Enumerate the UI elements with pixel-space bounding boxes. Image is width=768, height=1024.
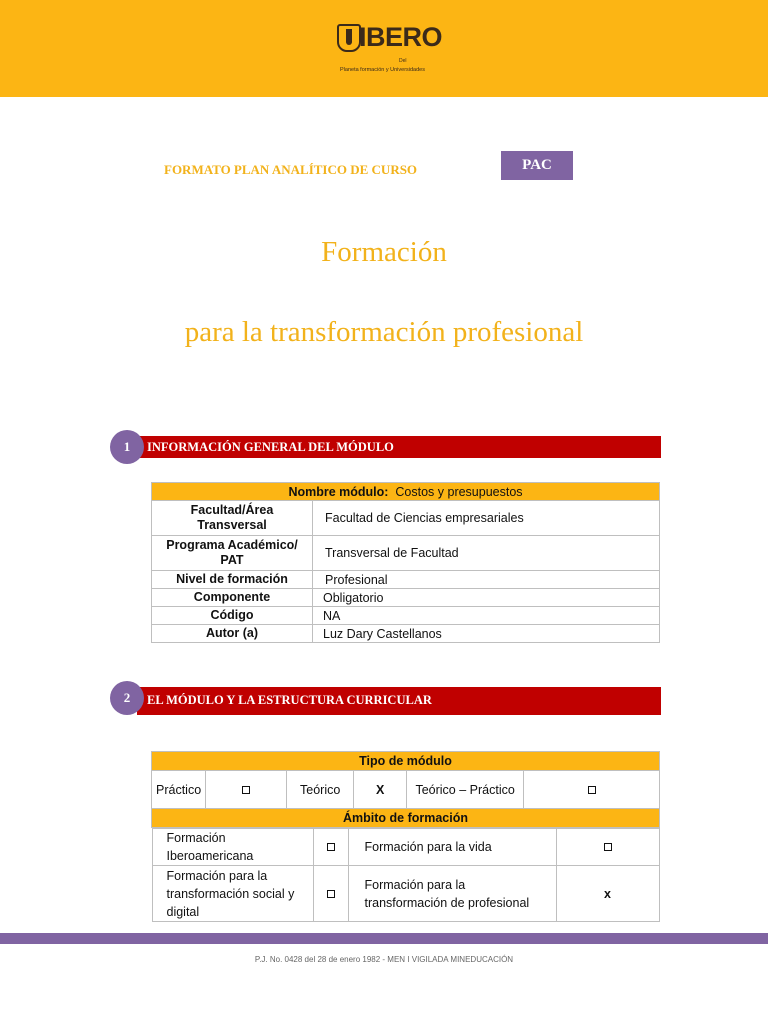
tipo-modulo-header-row xyxy=(152,752,660,771)
row-label: Componente xyxy=(152,589,313,607)
section-1-title: INFORMACIÓN GENERAL DEL MÓDULO xyxy=(147,440,394,454)
ambito-header: Ámbito de formación xyxy=(152,809,660,828)
row-label: Nivel de formación xyxy=(152,571,313,589)
iberoamericana-label: Formación Iberoamericana xyxy=(152,829,313,866)
logo-subtext-1: Del xyxy=(399,58,407,64)
footer-bar xyxy=(0,933,768,944)
header-bar xyxy=(0,0,768,97)
empty-checkbox-icon xyxy=(327,843,335,851)
table-row xyxy=(152,571,660,589)
ambito-row-1-cell xyxy=(152,828,660,923)
row-value: Facultad de Ciencias empresariales xyxy=(313,501,660,536)
logo-subtext-2: Planeta formación y Universidades xyxy=(340,67,425,73)
table-row xyxy=(152,866,659,922)
row-value: NA xyxy=(313,607,660,625)
ibero-logo xyxy=(337,22,443,76)
row-value: Luz Dary Castellanos xyxy=(313,625,660,643)
tipo-modulo-row xyxy=(152,771,660,809)
general-info-table xyxy=(151,482,660,643)
course-title-line-2: para la transformación profesional xyxy=(184,316,584,348)
ambito-header-row xyxy=(152,809,660,828)
section-2-title: EL MÓDULO Y LA ESTRUCTURA CURRICULAR xyxy=(147,693,432,707)
table-row xyxy=(152,536,660,571)
row-label: Autor (a) xyxy=(152,625,313,643)
module-name-value: Costos y presupuestos xyxy=(395,484,523,499)
table-row xyxy=(152,625,660,643)
course-title-line-1: Formación xyxy=(321,236,447,268)
vida-label: Formación para la vida xyxy=(348,829,556,866)
empty-checkbox-icon xyxy=(327,890,335,898)
empty-checkbox-icon xyxy=(588,786,596,794)
logo-text: IBERO xyxy=(359,22,443,52)
table-row xyxy=(152,607,660,625)
ambito-grid-1 xyxy=(152,828,660,922)
profesional-mark: x xyxy=(556,866,659,922)
module-name-cell xyxy=(152,483,660,501)
practico-label: Práctico xyxy=(152,771,206,809)
row-value: Obligatorio xyxy=(313,589,660,607)
row-label: Facultad/Área Transversal xyxy=(152,501,313,536)
curricular-structure-table xyxy=(151,751,660,922)
teorico-mark: X xyxy=(354,771,407,809)
tipo-modulo-header: Tipo de módulo xyxy=(152,752,660,771)
empty-checkbox-icon xyxy=(242,786,250,794)
format-heading: FORMATO PLAN ANALÍTICO DE CURSO xyxy=(164,162,418,177)
teorico-practico-checkbox xyxy=(524,771,660,809)
ambito-row-1 xyxy=(152,828,660,923)
row-value: Profesional xyxy=(313,571,660,589)
social-digital-label: Formación para la transformación social y digital xyxy=(152,866,313,922)
section-1-number: 1 xyxy=(110,430,144,464)
table-row xyxy=(152,829,659,866)
table-row xyxy=(152,501,660,536)
section-2-number: 2 xyxy=(110,681,144,715)
section-1-bar xyxy=(137,436,661,458)
module-name-row xyxy=(152,483,660,501)
module-name-label: Nombre módulo: xyxy=(288,484,389,499)
row-label: Programa Académico/ PAT xyxy=(152,536,313,571)
profesional-label: Formación para la transformación de profesional xyxy=(348,866,556,922)
teorico-practico-label: Teórico – Práctico xyxy=(407,771,524,809)
empty-checkbox-icon xyxy=(604,843,612,851)
row-value: Transversal de Facultad xyxy=(313,536,660,571)
pac-badge: PAC xyxy=(501,151,573,180)
vida-checkbox xyxy=(556,829,659,866)
social-digital-checkbox xyxy=(313,866,348,922)
section-2-bar xyxy=(137,687,661,715)
table-row xyxy=(152,589,660,607)
ibero-shield-icon xyxy=(337,24,361,52)
practico-checkbox xyxy=(206,771,287,809)
iberoamericana-checkbox xyxy=(313,829,348,866)
row-label: Código xyxy=(152,607,313,625)
footer-text: P.J. No. 0428 del 28 de enero 1982 - MEN I VIGILADA MINEDUCACIÓN xyxy=(254,955,514,964)
teorico-label: Teórico xyxy=(287,771,354,809)
